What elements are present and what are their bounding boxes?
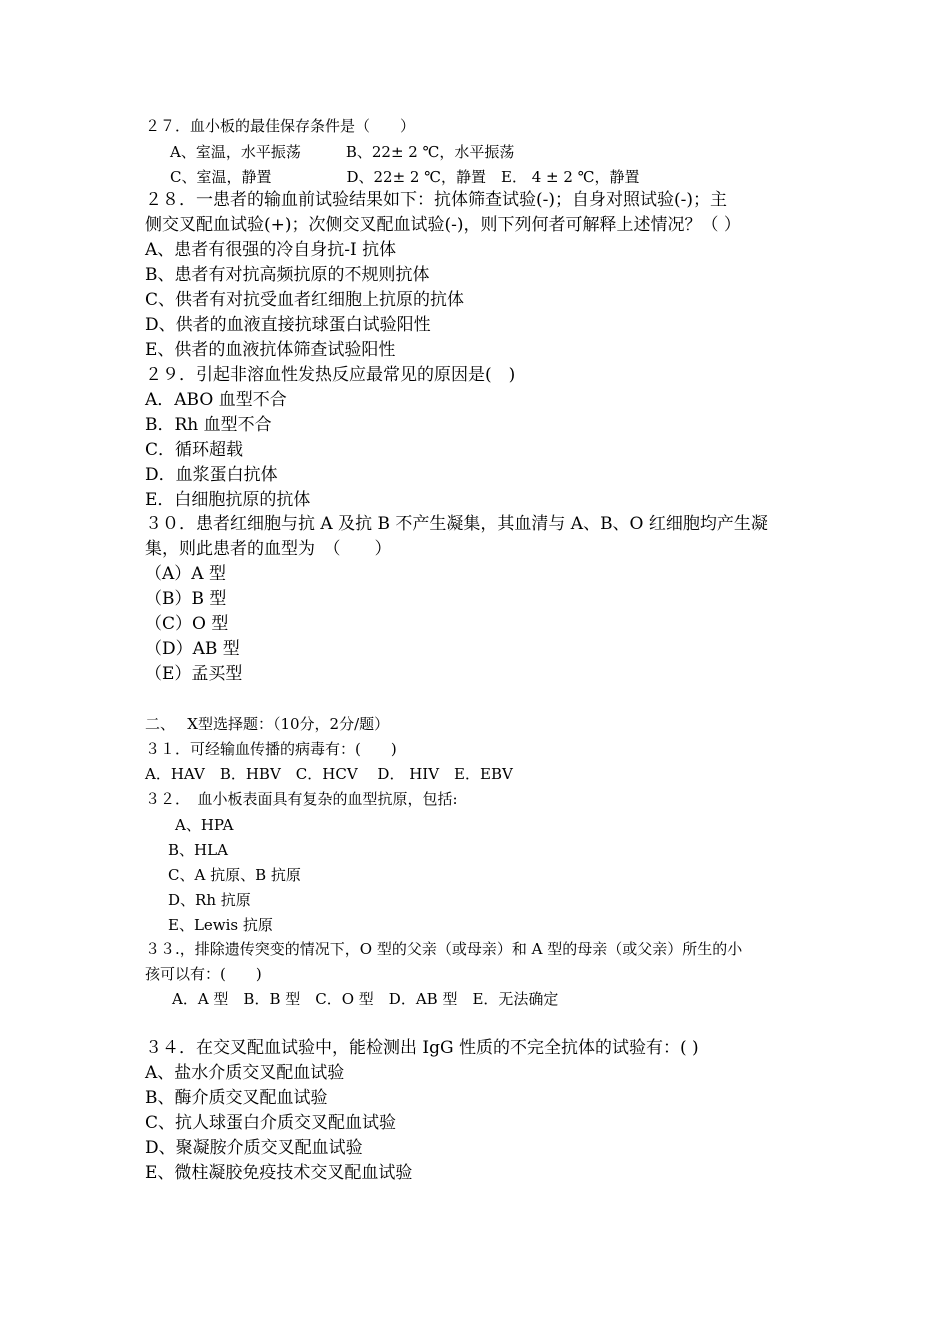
- q32-option-d: D、Rh 抗原: [168, 891, 251, 909]
- q32-option-e: E、Lewis 抗原: [168, 916, 273, 934]
- q32-option-b: B、HLA: [168, 841, 228, 859]
- section2-heading: 二、 X型选择题：（10分，2分/题）: [145, 715, 390, 733]
- q31-options: A．HAV B．HBV C．HCV D． HIV E．EBV: [145, 765, 513, 783]
- q31-stem: ３１．可经输血传播的病毒有：( ): [145, 740, 397, 758]
- q28-stem-line1: ２８．一患者的输血前试验结果如下：抗体筛查试验(-)；自身对照试验(-)；主: [145, 190, 728, 210]
- q34-option-d: D、聚凝胺介质交叉配血试验: [145, 1138, 363, 1158]
- q29-stem: ２９．引起非溶血性发热反应最常见的原因是( ): [145, 365, 516, 385]
- q29-option-e: E．白细胞抗原的抗体: [145, 490, 311, 510]
- q30-option-d: （D）AB 型: [145, 639, 240, 659]
- q34-stem: ３４．在交叉配血试验中，能检测出 IgG 性质的不完全抗体的试验有：( ): [145, 1038, 699, 1058]
- q27-options-line1: A、室温，水平振荡 B、22± 2 ℃，水平振荡: [170, 143, 515, 161]
- q28-option-b: B、患者有对抗高频抗原的不规则抗体: [145, 265, 430, 285]
- q30-stem-line2: 集，则此患者的血型为 （ ）: [145, 539, 392, 559]
- q32-stem: ３２． 血小板表面具有复杂的血型抗原，包括:: [145, 790, 458, 808]
- q30-option-b: （B）B 型: [145, 589, 227, 609]
- q33-stem-line1: ３３.，排除遗传突变的情况下，O 型的父亲（或母亲）和 A 型的母亲（或父亲）所生的小: [145, 940, 743, 958]
- q29-option-c: C．循环超载: [145, 440, 244, 460]
- q34-option-b: B、酶介质交叉配血试验: [145, 1088, 328, 1108]
- q28-stem-line2: 侧交叉配血试验(+)；次侧交叉配血试验(-)，则下列何者可解释上述情况？（ ）: [145, 215, 741, 235]
- q28-option-c: C、供者有对抗受血者红细胞上抗原的抗体: [145, 290, 465, 310]
- q29-option-d: D．血浆蛋白抗体: [145, 465, 278, 485]
- q30-stem-line1: ３０．患者红细胞与抗 A 及抗 B 不产生凝集，其血清与 A、B、O 红细胞均产生凝: [145, 514, 768, 534]
- q34-option-a: A、盐水介质交叉配血试验: [145, 1063, 345, 1083]
- q30-option-c: （C）O 型: [145, 614, 229, 634]
- q29-option-b: B．Rh 血型不合: [145, 415, 272, 435]
- q30-option-e: （E）孟买型: [145, 664, 243, 684]
- q34-option-e: E、微柱凝胶免疫技术交叉配血试验: [145, 1163, 413, 1183]
- q27-options-line2: C、室温，静置 D、22± 2 ℃，静置 E． 4 ± 2 ℃，静置: [170, 168, 640, 186]
- q28-option-e: E、供者的血液抗体筛查试验阳性: [145, 340, 396, 360]
- q28-option-a: A、患者有很强的冷自身抗-I 抗体: [145, 240, 397, 260]
- q29-option-a: A．ABO 血型不合: [145, 390, 287, 410]
- q34-option-c: C、抗人球蛋白介质交叉配血试验: [145, 1113, 397, 1133]
- q33-stem-line2: 孩可以有：( ): [145, 965, 262, 983]
- q27-stem: ２７．血小板的最佳保存条件是（ ）: [145, 117, 416, 135]
- q32-option-a: A、HPA: [175, 816, 234, 834]
- q32-option-c: C、A 抗原、B 抗原: [168, 866, 301, 884]
- q30-option-a: （A）A 型: [145, 564, 226, 584]
- q28-option-d: D、供者的血液直接抗球蛋白试验阳性: [145, 315, 431, 335]
- q33-options: A．A 型 B．B 型 C．O 型 D．AB 型 E．无法确定: [172, 990, 559, 1008]
